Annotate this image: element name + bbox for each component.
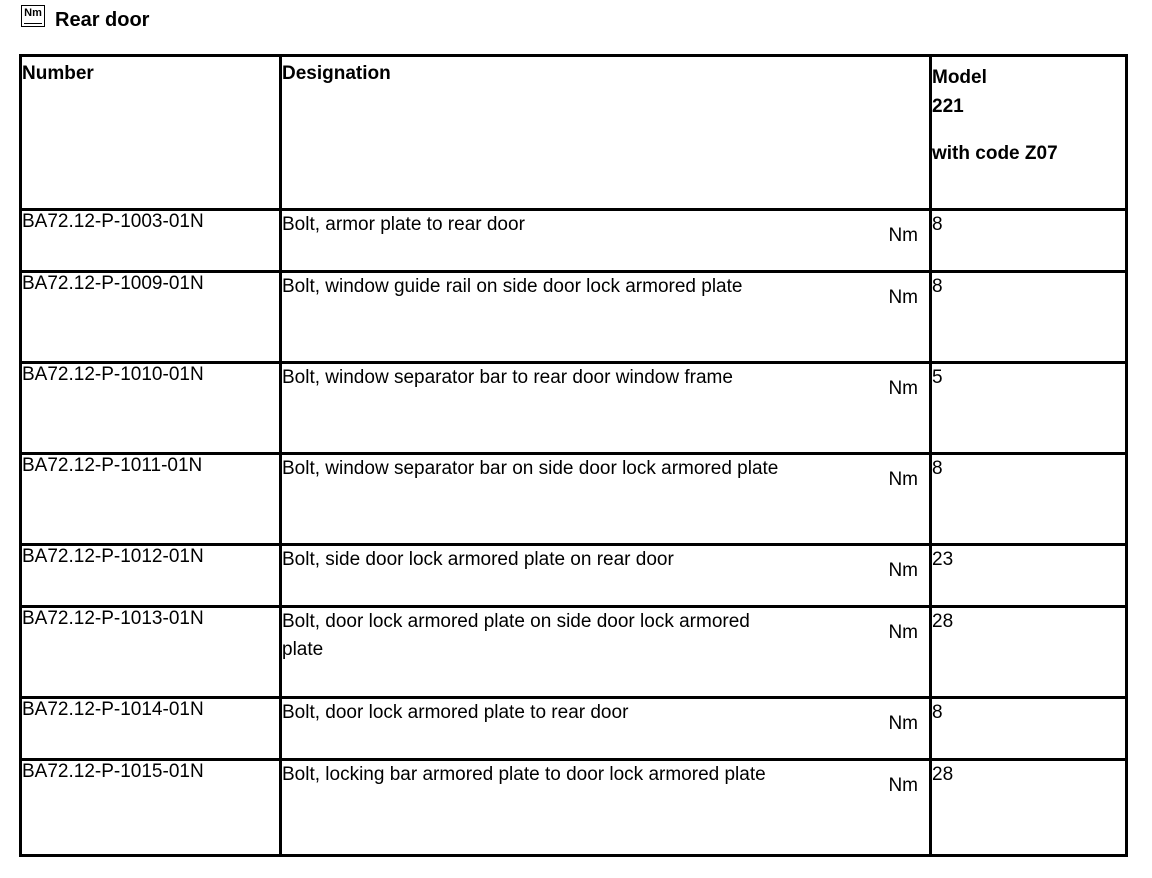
row-number: BA72.12-P-1011-01N	[21, 454, 281, 545]
row-value: 8	[931, 454, 1127, 545]
row-designation: Bolt, armor plate to rear door	[282, 214, 525, 235]
row-value: 5	[931, 363, 1127, 454]
row-unit: Nm	[888, 469, 918, 490]
row-value: 8	[931, 210, 1127, 272]
row-designation-cell	[281, 454, 931, 545]
row-number: BA72.12-P-1012-01N	[21, 545, 281, 607]
model-label: Model	[932, 67, 987, 88]
row-designation: Bolt, window separator bar to rear door window frame	[282, 367, 733, 388]
row-unit: Nm	[888, 713, 918, 734]
column-header-number: Number	[21, 56, 281, 210]
row-unit: Nm	[888, 378, 918, 399]
row-designation-cell	[281, 272, 931, 363]
row-designation: Bolt, door lock armored plate on side door lock armored plate	[282, 611, 750, 660]
row-number: BA72.12-P-1009-01N	[21, 272, 281, 363]
row-unit: Nm	[888, 622, 918, 643]
table-row	[21, 210, 1127, 272]
table-row	[21, 545, 1127, 607]
page-title: Rear door	[55, 8, 150, 31]
row-number: BA72.12-P-1015-01N	[21, 760, 281, 856]
row-designation-cell	[281, 363, 931, 454]
column-header-designation: Designation	[281, 56, 931, 210]
table-row	[21, 272, 1127, 363]
row-unit: Nm	[888, 225, 918, 246]
table-row	[21, 607, 1127, 698]
row-value: 8	[931, 698, 1127, 760]
torque-nm-icon: Nm	[21, 5, 45, 27]
row-designation-cell	[281, 760, 931, 856]
row-designation: Bolt, door lock armored plate to rear door	[282, 702, 629, 723]
row-designation-cell	[281, 698, 931, 760]
table-row	[21, 454, 1127, 545]
row-designation-cell	[281, 210, 931, 272]
row-unit: Nm	[888, 775, 918, 796]
table-row	[21, 760, 1127, 856]
column-header-model	[931, 56, 1127, 210]
row-value: 8	[931, 272, 1127, 363]
model-number: 221	[932, 96, 964, 117]
torque-table	[19, 54, 1128, 857]
row-unit: Nm	[888, 287, 918, 308]
row-number: BA72.12-P-1010-01N	[21, 363, 281, 454]
row-designation-cell	[281, 607, 931, 698]
page-heading	[21, 7, 149, 33]
row-value: 23	[931, 545, 1127, 607]
row-designation-cell	[281, 545, 931, 607]
row-value: 28	[931, 760, 1127, 856]
row-value: 28	[931, 607, 1127, 698]
row-number: BA72.12-P-1003-01N	[21, 210, 281, 272]
table-row	[21, 363, 1127, 454]
row-unit: Nm	[888, 560, 918, 581]
table-header-row	[21, 56, 1127, 210]
row-designation: Bolt, locking bar armored plate to door lock armored plate	[282, 764, 766, 785]
row-designation: Bolt, window guide rail on side door lock armored plate	[282, 276, 743, 297]
row-designation: Bolt, window separator bar on side door lock armored plate	[282, 458, 779, 479]
row-number: BA72.12-P-1014-01N	[21, 698, 281, 760]
table-row	[21, 698, 1127, 760]
row-designation: Bolt, side door lock armored plate on rear door	[282, 549, 674, 570]
row-number: BA72.12-P-1013-01N	[21, 607, 281, 698]
model-code: with code Z07	[932, 143, 1058, 164]
